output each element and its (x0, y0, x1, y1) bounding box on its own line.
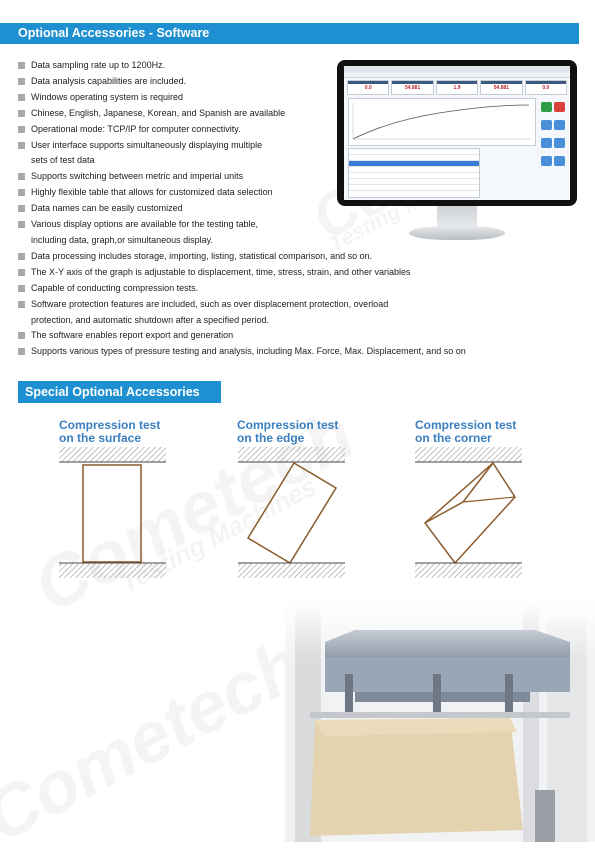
readout: 1.9 (436, 80, 478, 95)
list-item: Supports various types of pressure testing and analysis, including Max. Force, Max. Displacement, and so on (18, 344, 538, 360)
bullet-square (18, 221, 25, 228)
special-section-header (18, 381, 221, 403)
screen-buttons (540, 100, 566, 172)
compression-machine-image (285, 600, 595, 842)
diagram-title-corner: Compression test on the corner (415, 418, 517, 445)
specimen-box (425, 463, 515, 563)
tool-icon (554, 156, 565, 166)
monitor-neck (437, 206, 477, 228)
top-platen (238, 447, 345, 462)
list-item: Highly flexible table that allows for customized data selection (18, 185, 538, 201)
diagram-corner (415, 447, 523, 581)
monitor-frame (337, 60, 577, 206)
play-icon (541, 102, 552, 112)
bullet-square (18, 285, 25, 292)
list-item: Supports switching between metric and imperial units (18, 169, 538, 185)
list-item: Data processing includes storage, importing, listing, statistical comparison, and so on. (18, 249, 538, 265)
monitor-base (409, 226, 505, 240)
bullet-square (18, 173, 25, 180)
list-item: The software enables report export and generation (18, 328, 538, 344)
top-platen (59, 447, 166, 462)
list-item: Capable of conducting compression tests. (18, 281, 538, 297)
bullet-square (18, 94, 25, 101)
bullet-square (18, 110, 25, 117)
return-icon (541, 156, 552, 166)
list-item: Data sampling rate up to 1200Hz. (18, 58, 538, 74)
bullet-square (18, 78, 25, 85)
top-platen (415, 447, 522, 462)
bullet-square (18, 62, 25, 69)
diagram-surface (59, 447, 167, 581)
software-monitor-image (337, 60, 577, 246)
bullet-square (18, 332, 25, 339)
list-item: Software protection features are included, such as over displacement protection, overload protection, and automatic shutdown after a specified period. (18, 297, 538, 329)
list-item: Data analysis capabilities are included. (18, 74, 538, 90)
screen-readouts (344, 78, 570, 97)
up-arrow-icon (541, 120, 552, 130)
up-arrow-icon (554, 120, 565, 130)
diagram-title-edge: Compression test on the edge (237, 418, 339, 445)
specimen-box (83, 465, 141, 562)
bottom-platen (238, 563, 345, 578)
readout: 0.0 (525, 80, 567, 95)
diagram-edge (238, 447, 346, 581)
special-section-title: Special Optional Accessories (25, 385, 200, 399)
software-screen (344, 66, 570, 200)
table-row (349, 185, 479, 191)
list-item: Various display options are available for the testing table, including data, graph,or simultaneous display. (18, 217, 538, 249)
bullet-square (18, 189, 25, 196)
list-item: User interface supports simultaneously displaying multiple sets of test data (18, 138, 538, 170)
readout: 54.881 (480, 80, 522, 95)
watermark-brand (0, 623, 317, 859)
bullet-square (18, 142, 25, 149)
bullet-square (18, 269, 25, 276)
bottom-platen (59, 563, 166, 578)
readout: 54.881 (391, 80, 433, 95)
stop-icon (554, 102, 565, 112)
bullet-square (18, 126, 25, 133)
section-title: Optional Accessories - Software (18, 26, 210, 40)
bullet-square (18, 348, 25, 355)
screen-graph (348, 98, 536, 146)
bullet-square (18, 301, 25, 308)
bottom-platen (415, 563, 522, 578)
down-arrow-icon (554, 138, 565, 148)
list-item: Windows operating system is required (18, 90, 538, 106)
list-item: Chinese, English, Japanese, Korean, and Spanish are available (18, 106, 538, 122)
section-header (0, 23, 579, 44)
specimen-box (248, 463, 336, 563)
specimen-box-edge (463, 497, 515, 502)
bullet-square (18, 205, 25, 212)
graph-curve (349, 99, 535, 145)
readout: 0.0 (347, 80, 389, 95)
list-item: The X-Y axis of the graph is adjustable to displacement, time, stress, strain, and other variables (18, 265, 538, 281)
list-item: Data names can be easily customized (18, 201, 538, 217)
bullet-square (18, 253, 25, 260)
diagram-title-surface: Compression test on the surface (59, 418, 161, 445)
list-item: Operational mode: TCP/IP for computer connectivity. (18, 122, 538, 138)
down-arrow-icon (541, 138, 552, 148)
screen-table (348, 148, 480, 198)
